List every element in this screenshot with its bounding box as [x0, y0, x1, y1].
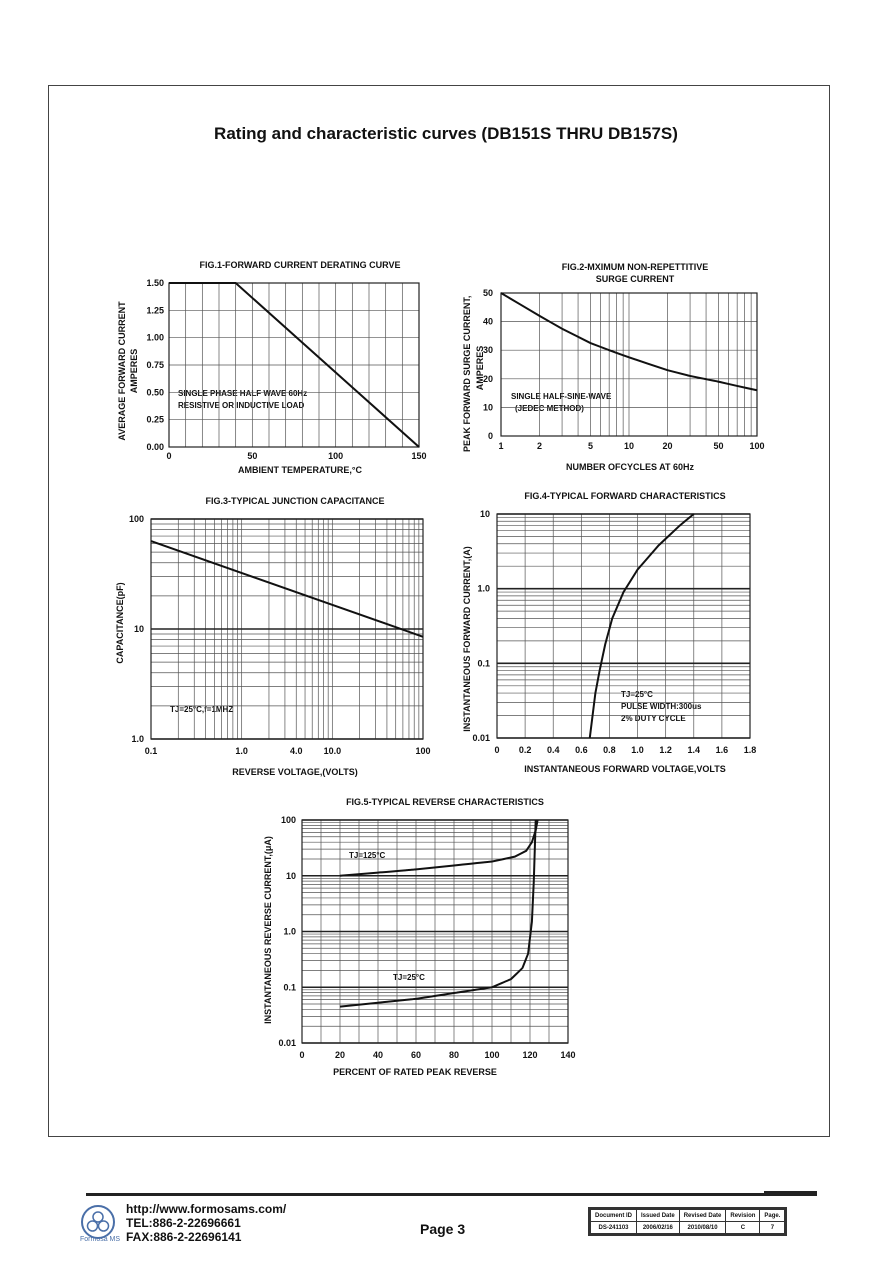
fig4-xtick-label: 1.2 — [659, 745, 672, 755]
fig3-xtick-label: 4.0 — [289, 746, 303, 756]
fig1-ytick-label: 1.50 — [146, 278, 164, 288]
doc-info-header: Revised Date — [679, 1210, 726, 1222]
doc-info-value-row — [591, 1222, 785, 1234]
doc-info-value: DS-241103 — [591, 1222, 637, 1234]
fax: FAX:886-2-22696141 — [126, 1230, 242, 1244]
fig5-xtick-label: 100 — [484, 1050, 500, 1060]
fig2-xtick-label: 1 — [498, 441, 504, 451]
fig3-xlabel: REVERSE VOLTAGE,(VOLTS) — [232, 767, 358, 777]
fig1-ytick-label: 0.75 — [146, 360, 164, 370]
page-number: Page 3 — [420, 1221, 466, 1237]
doc-info-header: Revision — [726, 1210, 760, 1222]
fig2-ylabel: PEAK FORWARD SURGE CURRENT, — [462, 295, 472, 452]
fig3-ytick-label: 10 — [133, 624, 144, 634]
fig3-xtick-label: 10.0 — [323, 746, 342, 756]
fig2-xtick-label: 2 — [537, 441, 543, 451]
fig4-xtick-label: 0.4 — [546, 745, 560, 755]
fig3-title: FIG.3-TYPICAL JUNCTION CAPACITANCE — [205, 496, 385, 506]
fig1-ylabel2: AMPERES — [129, 348, 139, 394]
fig2-xtick-label: 100 — [749, 441, 765, 451]
fig4-ytick-label: 0.01 — [472, 733, 490, 743]
fig4-xtick-label: 0.6 — [575, 745, 588, 755]
fig5-xtick-label: 140 — [560, 1050, 576, 1060]
company-logo-text: Formosa MS — [80, 1236, 121, 1243]
fig2-annotation-1: SINGLE HALF-SINE-WAVE — [511, 392, 612, 401]
fig1-annotation-2: RESISTIVE OR INDUCTIVE LOAD — [178, 401, 305, 410]
fig4-xtick-label: 0.8 — [603, 745, 616, 755]
fig3-ylabel: CAPACITANCE(pF) — [115, 582, 125, 664]
fig4-annotation-3: 2% DUTY CYCLE — [621, 714, 686, 723]
fig3-series-line — [151, 541, 423, 637]
fig1-xtick-label: 0 — [166, 451, 172, 461]
fig5-xlabel: PERCENT OF RATED PEAK REVERSE — [333, 1067, 497, 1077]
fig1-annotation-1: SINGLE PHASE HALF WAVE 60Hz — [178, 389, 308, 398]
fig4-series-line — [590, 514, 694, 738]
fig2-title: FIG.2-MXIMUM NON-REPETTITIVE — [561, 262, 709, 272]
doc-info-header: Page. — [760, 1210, 785, 1222]
fig3-annotation-1: TJ=25°C,f=1MHZ — [170, 705, 234, 714]
fig5-plot — [278, 815, 575, 1060]
fig4-plot — [472, 509, 756, 755]
website-link[interactable]: http://www.formosams.com/ — [126, 1202, 287, 1216]
fig5-ytick-label: 0.01 — [278, 1038, 296, 1048]
fig1-ytick-label: 1.00 — [146, 332, 164, 343]
fig5-xtick-label: 0 — [299, 1050, 305, 1060]
fig2-xtick-label: 50 — [713, 441, 724, 451]
doc-info-value: 7 — [760, 1222, 785, 1234]
fig5-xtick-label: 20 — [334, 1050, 346, 1060]
fig4-xtick-label: 1.0 — [631, 745, 644, 755]
fig2-ytick-label: 40 — [482, 316, 493, 327]
contact-block — [126, 1202, 286, 1244]
fig4-ytick-label: 0.1 — [477, 658, 490, 669]
fig5-xtick-label: 40 — [372, 1050, 384, 1060]
document-info-table — [590, 1209, 785, 1234]
doc-info-header-row — [591, 1210, 785, 1222]
doc-info-header: Document ID — [591, 1210, 637, 1222]
fig1-ytick-label: 0.50 — [146, 387, 164, 398]
fig3-xtick-label: 1.0 — [235, 746, 248, 756]
fig3-ytick-label: 100 — [128, 514, 144, 524]
fig2-ytick-label: 10 — [482, 402, 493, 413]
fig4-ylabel: INSTANTANEOUS FORWARD CURRENT,(A) — [462, 546, 472, 732]
fig2-xlabel: NUMBER OFCYCLES AT 60Hz — [565, 462, 694, 472]
page-title: Rating and characteristic curves (DB151S THRU DB157S) — [214, 124, 678, 143]
fig4-xlabel: INSTANTANEOUS FORWARD VOLTAGE,VOLTS — [524, 764, 726, 774]
fig5-xtick-label: 60 — [410, 1050, 422, 1060]
fig4-xtick-label: 0.2 — [518, 745, 532, 755]
fig4-ytick-label: 1.0 — [477, 583, 490, 594]
fig2-ylabel2: AMPERES — [475, 345, 485, 391]
fig5-annotation-2: TJ=25°C — [393, 973, 425, 982]
fig4-xtick-label: 1.8 — [743, 745, 757, 755]
doc-info-header: Issued Date — [637, 1210, 680, 1222]
fig1-plot — [146, 278, 426, 461]
footer-rule-accent — [764, 1191, 817, 1193]
fig1-xtick-label: 150 — [411, 451, 427, 461]
doc-info-value: 2010/08/10 — [679, 1222, 726, 1234]
telephone: TEL:886-2-22696661 — [126, 1216, 241, 1230]
fig5-ytick-label: 10 — [285, 870, 296, 881]
fig4-xtick-label: 1.6 — [715, 745, 729, 755]
fig3-plot — [129, 514, 431, 756]
fig3-ytick-label: 1.0 — [131, 734, 144, 744]
fig2-xtick-label: 10 — [623, 441, 635, 451]
doc-info-value: C — [726, 1222, 760, 1234]
fig4-xtick-label: 0 — [494, 745, 500, 755]
fig5-series-line — [340, 820, 536, 1007]
fig5-xtick-label: 80 — [448, 1050, 460, 1060]
fig3-xtick-label: 100 — [415, 746, 431, 756]
fig5-annotation-1: TJ=125°C — [349, 851, 386, 860]
fig3-xtick-label: 0.1 — [144, 746, 158, 756]
footer-rule — [86, 1193, 817, 1196]
fig5-ytick-label: 1.0 — [283, 926, 296, 937]
fig5-xtick-label: 120 — [522, 1050, 538, 1060]
fig2-xtick-label: 5 — [587, 441, 593, 451]
fig1-xlabel: AMBIENT TEMPERATURE,°C — [238, 465, 362, 475]
fig4-ytick-label: 10 — [479, 509, 490, 519]
fig2-ytick-label: 50 — [482, 288, 493, 298]
company-logo-icon — [80, 1204, 116, 1240]
fig1-title: FIG.1-FORWARD CURRENT DERATING CURVE — [199, 260, 401, 270]
fig5-title: FIG.5-TYPICAL REVERSE CHARACTERISTICS — [346, 797, 544, 807]
fig2-ytick-label: 0 — [487, 431, 493, 441]
fig2-ytick-label: 20 — [482, 373, 493, 384]
fig4-axes-frame — [497, 514, 750, 738]
fig5-ytick-label: 100 — [280, 815, 296, 825]
fig5-ylabel: INSTANTANEOUS REVERSE CURRENT,(μA) — [263, 836, 273, 1024]
fig4-annotation-1: TJ=25°C — [621, 690, 653, 699]
fig2-ytick-label: 30 — [482, 345, 493, 356]
fig2-annotation-2: (JEDEC METHOD) — [515, 404, 584, 413]
fig1-ytick-label: 1.25 — [146, 305, 164, 316]
fig2-title2: SURGE CURRENT — [595, 274, 675, 284]
fig4-annotation-2: PULSE WIDTH:300us — [621, 702, 702, 711]
fig1-ytick-label: 0.00 — [146, 442, 164, 452]
fig2-plot — [483, 288, 765, 451]
fig1-ytick-label: 0.25 — [146, 414, 164, 425]
fig1-ylabel: AVERAGE FORWARD CURRENT — [117, 301, 127, 441]
fig4-title: FIG.4-TYPICAL FORWARD CHARACTERISTICS — [524, 491, 726, 501]
fig1-xtick-label: 50 — [247, 451, 258, 461]
fig5-ytick-label: 0.1 — [283, 982, 296, 993]
doc-info-value: 2006/02/16 — [637, 1222, 680, 1234]
fig1-xtick-label: 100 — [328, 451, 344, 461]
fig2-xtick-label: 20 — [662, 441, 673, 451]
fig4-xtick-label: 1.4 — [687, 745, 701, 755]
